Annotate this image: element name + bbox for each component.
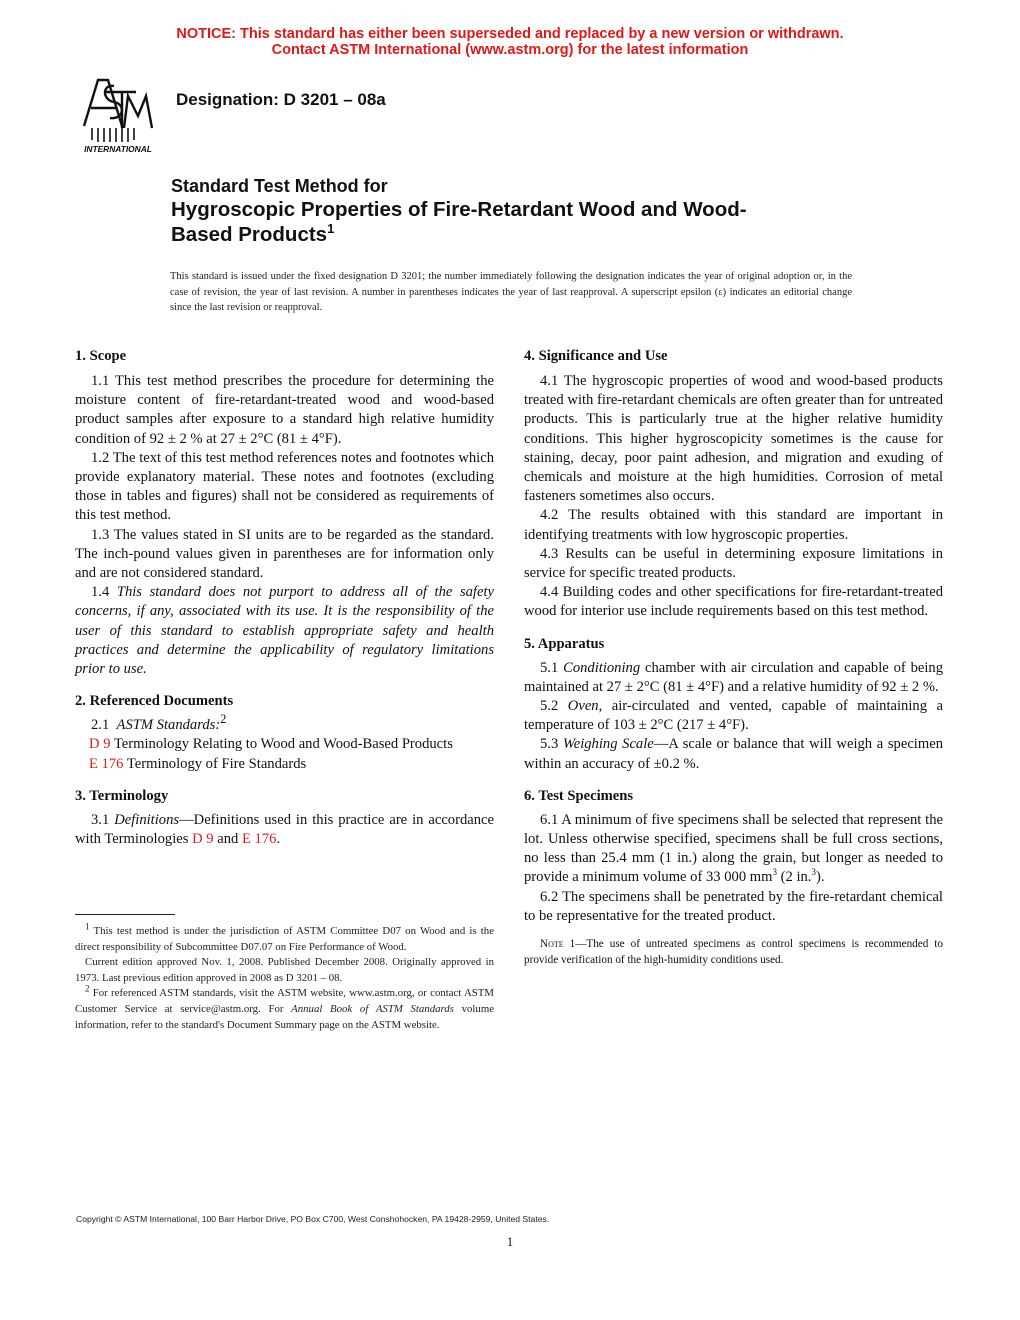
- ref-d9-title: Terminology Relating to Wood and Wood-Based Products: [113, 736, 453, 753]
- notice-line-1: NOTICE: This standard has either been superseded and replaced by a new version or withdrawn.: [176, 26, 844, 42]
- copyright: Copyright © ASTM International, 100 Barr Harbor Drive, PO Box C700, West Conshohocken, PA 19428-2959, United States.: [76, 1214, 550, 1224]
- para-5-1: [524, 659, 943, 697]
- para-3-1: [75, 811, 494, 849]
- para-1-3: 1.3 The values stated in SI units are to be regarded as the standard. The inch-pound values given in parentheses are for information only and are not considered standard.: [75, 526, 494, 582]
- para-3-1-and: and: [217, 831, 239, 848]
- para-5-1-num: 5.1: [540, 659, 559, 676]
- para-5-3-text: —A scale or balance that will weigh a specimen within an accuracy of ±0.2 %.: [524, 736, 943, 772]
- right-column: [524, 347, 943, 968]
- para-4-4: 4.4 Building codes and other specifications for fire-retardant-treated wood for interior use include requirements based on this test method.: [524, 584, 943, 620]
- para-4-2: 4.2 The results obtained with this standard are important in identifying treatments with low hygroscopic properties.: [524, 507, 943, 543]
- title-line-2: Hygroscopic Properties of Fire-Retardant Wood and Wood-: [171, 198, 747, 221]
- title-footnote-mark: 1: [327, 221, 335, 236]
- para-5-3: [524, 735, 943, 773]
- footnote-2-mark: 2: [85, 983, 90, 994]
- footnote-rule: [75, 914, 175, 915]
- para-3-1-num: 3.1: [91, 811, 110, 828]
- section-heading-scope: 1. Scope: [75, 348, 127, 364]
- footnotes: [75, 921, 495, 1033]
- para-6-1-b: (2 in.: [776, 869, 812, 886]
- note-1-label: Note 1: [540, 938, 576, 951]
- title-line-1: Standard Test Method for: [171, 176, 388, 196]
- footnote-2-text-a: For referenced ASTM standards, visit the ASTM website, www.astm.org, or contact ASTM Customer Service at service@astm.org. For: [75, 987, 494, 1015]
- para-1-2: 1.2 The text of this test method references notes and footnotes which provide explanatory material. These notes and footnotes (excluding those in tables and figures) shall not be considered as requirements of this test method.: [75, 449, 494, 524]
- para-5-1-italic: Conditioning: [563, 659, 641, 676]
- para-4-3: 4.3 Results can be useful in determining exposure limitations in service for specific treated products.: [524, 545, 943, 582]
- footnote-1-edition: Current edition approved Nov. 1, 2008. Published December 2008. Originally approved in 1973. Last previous edition approved in 2008 as D 3201 – 08.: [75, 956, 494, 984]
- para-6-2: 6.2 The specimens shall be penetrated by the fire-retardant chemical to be representative for the treated product.: [524, 888, 943, 924]
- para-5-3-italic: Weighing Scale: [562, 736, 654, 753]
- section-heading-apparatus: 5. Apparatus: [524, 635, 605, 652]
- footnote-2-italic: Annual Book of ASTM Standards: [291, 1002, 454, 1015]
- para-6-1-c: ).: [815, 869, 825, 886]
- para-5-2-italic: Oven: [567, 698, 599, 715]
- para-5-1-text: chamber with air circulation and capable of being maintained at 27 ± 2°C (81 ± 4°F) and a relative humidity of 92 ± 2 %.: [524, 659, 943, 695]
- para-1-4-num: 1.4: [91, 584, 110, 601]
- note-1: [524, 936, 943, 968]
- left-column: [75, 347, 494, 849]
- para-1-4: [75, 583, 494, 679]
- ref-e176-link[interactable]: E 176: [89, 755, 124, 772]
- footnote-2-text-b: volume information, refer to the standard's Document Summary page on the ASTM website.: [75, 1002, 495, 1031]
- ref-d9: [75, 735, 494, 754]
- para-2-1-num: 2.1: [91, 717, 110, 734]
- issued-note: This standard is issued under the fixed designation D 3201; the number immediately following the designation indicates the year of original adoption or, in the case of revision, the year of last revision. A number in parentheses indicates the year of last reapproval. A superscript epsilon (ε) indicates an editorial change since the last revision or reapproval.: [170, 271, 852, 313]
- astm-logo: [62, 70, 162, 154]
- footnote-1-mark: 1: [85, 921, 90, 932]
- ref-e176-title: Terminology of Fire Standards: [126, 755, 307, 772]
- para-3-1-text: —Definitions used in this practice are in accordance with Terminologies: [75, 811, 494, 848]
- para-3-1-italic: Definitions: [114, 811, 180, 828]
- para-6-1-sup-1: 3: [772, 867, 777, 878]
- para-2-1: [75, 712, 494, 735]
- section-heading-significance: 4. Significance and Use: [524, 348, 668, 364]
- term-ref-d9-link[interactable]: D 9: [192, 831, 214, 848]
- para-5-2-text: , air-circulated and vented, capable of maintaining a temperature of 103 ± 2°C (217 ± 4°F).: [524, 698, 943, 734]
- footnote-1-text: This test method is under the jurisdiction of ASTM Committee D07 on Wood and is the direct responsibility of Subcommittee D07.07 on Fire Performance of Wood.: [75, 925, 494, 953]
- note-1-text: —The use of untreated specimens as control specimens is recommended to provide verification of the high-humidity conditions used.: [524, 938, 943, 967]
- para-6-1-a: 6.1 A minimum of five specimens shall be selected that represent the lot. Unless otherwise specified, specimens shall be full cross sections, no less than 25.4 mm (1 in.) along the grain, but longer as needed to provide a minimum volume of 33 000 mm: [524, 811, 943, 886]
- ref-e176: [75, 755, 494, 774]
- title-line-3: [171, 222, 871, 247]
- para-3-1-end: .: [276, 831, 281, 848]
- page-number: 1: [506, 1234, 514, 1249]
- para-4-1: 4.1 The hygroscopic properties of wood and wood-based products treated with fire-retardant chemicals are often greater than for untreated products. This is particularly true at the higher relative humidity conditions. This higher hygroscopicity sometimes is the cause for staining, decay, poor paint adhesion, and migration and exuding of chemicals and moisture at the high humidities. Corrosion of metal fasteners sometimes also occurs.: [524, 373, 943, 505]
- designation: Designation: D 3201 – 08a: [176, 90, 386, 109]
- para-6-1: [524, 811, 943, 888]
- logo-international-text: INTERNATIONAL: [84, 144, 152, 154]
- para-1-4-text: This standard does not purport to address all of the safety concerns, if any, associated with its use. It is the responsibility of the user of this standard to establish appropriate safety and health practices and determine the applicability of regulatory limitations prior to use.: [75, 584, 494, 678]
- footnote-mark-2: 2: [220, 712, 227, 727]
- para-6-1-sup-2: 3: [811, 867, 816, 878]
- para-2-1-italic: ASTM Standards:: [116, 717, 221, 734]
- para-5-2: [524, 697, 943, 735]
- section-heading-referenced: 2. Referenced Documents: [75, 693, 234, 710]
- term-ref-e176-link[interactable]: E 176: [241, 831, 277, 848]
- footnote-2: [75, 983, 495, 1033]
- title-block: [171, 175, 871, 247]
- ref-d9-link[interactable]: D 9: [89, 736, 111, 753]
- section-heading-terminology: 3. Terminology: [75, 787, 169, 804]
- section-heading-specimens: 6. Test Specimens: [524, 787, 634, 804]
- para-5-2-num: 5.2: [540, 698, 559, 715]
- title-line-3-text: Based Products: [171, 223, 328, 246]
- para-1-1: 1.1 This test method prescribes the procedure for determining the moisture content of fire-retardant-treated wood and wood-based product samples after exposure to a standard high relative humidity condition of 92 ± 2 % at 27 ± 2°C (81 ± 4°F).: [75, 373, 494, 447]
- notice-line-2: Contact ASTM International (www.astm.org) for the latest information: [271, 42, 749, 58]
- para-5-3-num: 5.3: [540, 736, 559, 753]
- footnote-1: [75, 921, 494, 955]
